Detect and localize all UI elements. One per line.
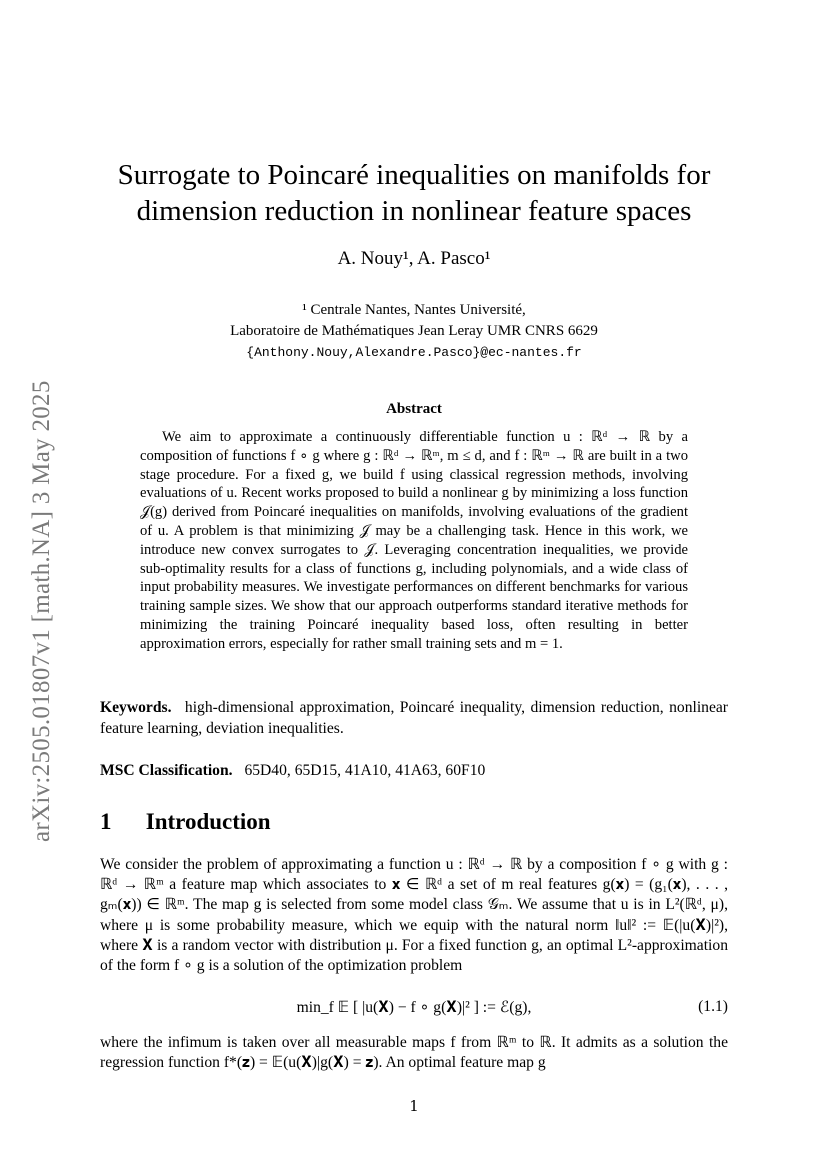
section-number: 1 xyxy=(100,809,112,834)
title-line-2: dimension reduction in nonlinear feature spaces xyxy=(136,195,692,227)
affiliation-line-2: Laboratoire de Mathématiques Jean Leray UMR CNRS 6629 xyxy=(230,323,598,339)
section-heading-introduction xyxy=(100,809,271,835)
equation-body: min_f 𝔼 [ |u(𝐗) − f ∘ g(𝐗)|² ] := ℰ(g), xyxy=(296,999,532,1016)
keywords-text: high-dimensional approximation, Poincaré inequality, dimension reduction, nonlinear feature learning, deviation inequalities. xyxy=(100,699,728,737)
intro-paragraph-2: where the infimum is taken over all measurable maps f from ℝᵐ to ℝ. It admits as a solution the regression function f*(𝐳) = 𝔼(u(𝐗)|g(𝐗) = 𝐳). An optimal feature map g xyxy=(100,1034,728,1072)
page-number: 1 xyxy=(409,1097,419,1115)
msc-classification-block xyxy=(100,760,728,781)
msc-codes: 65D40, 65D15, 41A10, 41A63, 60F10 xyxy=(244,762,486,779)
abstract-text: We aim to approximate a continuously differentiable function u : ℝᵈ → ℝ by a composition of functions f ∘ g where g : ℝᵈ → ℝᵐ, m ≤ d, and f : ℝᵐ → ℝ are built in a two stage procedure. For a fixed g, we build f using classical regression methods, involving evaluations of u. Recent works proposed to build a nonlinear g by minimizing a loss function 𝒥(g) derived from Poincaré inequalities on manifolds, involving evaluations of the gradient of u. A problem is that minimizing 𝒥 may be a challenging task. Hence in this work, we introduce new convex surrogates to 𝒥. Leveraging concentration inequalities, we provide sub-optimality results for a class of functions g, including polynomials, and a wide class of input probability measures. We investigate performances on different benchmarks for various training sample sizes. We show that our approach outperforms standard iterative methods for minimizing the training Poincaré inequality based loss, often resulting in better approximation errors, especially for rather small training sets and m = 1. xyxy=(140,429,688,652)
abstract-heading: Abstract xyxy=(386,401,442,417)
keywords-label: Keywords. xyxy=(100,699,172,716)
arxiv-identifier-stamp: arXiv:2505.01807v1 [math.NA] 3 May 2025 xyxy=(28,380,55,842)
keywords-block xyxy=(100,697,728,739)
affiliation-line-1: ¹ Centrale Nantes, Nantes Université, xyxy=(302,302,526,318)
equation-1-1 xyxy=(100,995,728,1025)
section-title: Introduction xyxy=(145,809,271,834)
author-emails: {Anthony.Nouy,Alexandre.Pasco}@ec-nantes.fr xyxy=(246,345,582,360)
affiliation-block xyxy=(100,300,728,363)
title-line-1: Surrogate to Poincaré inequalities on manifolds for xyxy=(117,159,711,191)
author-list: A. Nouy¹, A. Pasco¹ xyxy=(337,248,491,269)
equation-number: (1.1) xyxy=(698,998,728,1015)
paper-title xyxy=(100,157,728,229)
msc-label: MSC Classification. xyxy=(100,762,233,779)
intro-paragraph-1: We consider the problem of approximating a function u : ℝᵈ → ℝ by a composition f ∘ g with g : ℝᵈ → ℝᵐ a feature map which associates to 𝐱 ∈ ℝᵈ a set of m real features g(𝐱) = (g₁(𝐱), . . . , gₘ(𝐱)) ∈ ℝᵐ. The map g is selected from some model class 𝒢ₘ. We assume that u is in L²(ℝᵈ, μ), where μ is some probability measure, which we equip with the natural norm ‖u‖² := 𝔼(|u(𝐗)|²), where 𝐗 is a random vector with distribution μ. For a fixed function g, an optimal L²-approximation of the form f ∘ g is a solution of the optimization problem xyxy=(100,856,728,975)
